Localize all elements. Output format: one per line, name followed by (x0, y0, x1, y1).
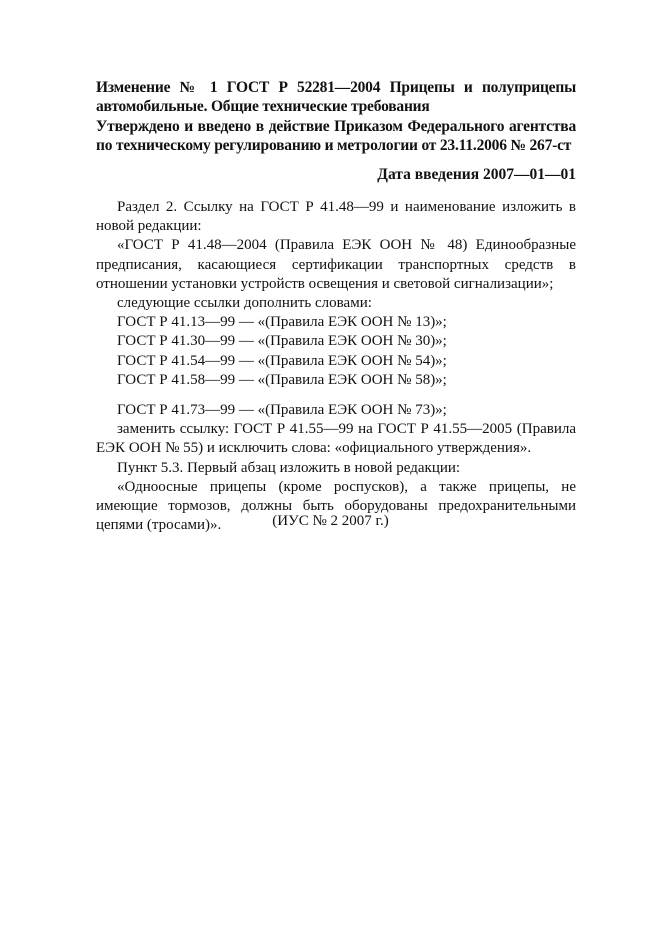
document-body (96, 198, 576, 535)
ius-reference: (ИУС № 2 2007 г.) (272, 513, 389, 529)
reference-line: ГОСТ Р 41.13—99 — «(Правила ЕЭК ООН № 13)»; (117, 314, 447, 331)
spacer (96, 390, 576, 401)
amendment-title: Изменение № 1 ГОСТ Р 52281—2004 Прицепы и полуприцепы автомобильные. Общие технические требования (96, 79, 576, 115)
item-intro: Пункт 5.3. Первый абзац изложить в новой редакции: (117, 459, 461, 476)
effective-date: Дата введения 2007—01—01 (377, 166, 576, 183)
new-reference-text: «ГОСТ Р 41.48—2004 (Правила ЕЭК ООН № 48) Единообразные предписания, касающиеся сертификации транспортных средств в отношении установки устройств освещения и световой сигнализации»; (96, 237, 576, 292)
supplement-intro: следующие ссылки дополнить словами: (117, 295, 372, 312)
approval-statement: Утверждено и введено в действие Приказом Федерального агентства по техническому регулированию и метрологии от 23.11.2006 № 267-ст (96, 118, 576, 154)
replace-reference-text: заменить ссылку: ГОСТ Р 41.55—99 на ГОСТ Р 41.55—2005 (Правила ЕЭК ООН № 55) и исключить слова: «официального утверждения». (96, 421, 576, 457)
reference-line: ГОСТ Р 41.30—99 — «(Правила ЕЭК ООН № 30)»; (117, 333, 447, 350)
reference-line: ГОСТ Р 41.58—99 — «(Правила ЕЭК ООН № 58)»; (117, 371, 447, 388)
reference-line: ГОСТ Р 41.73—99 — «(Правила ЕЭК ООН № 73)»; (117, 402, 447, 419)
reference-line: ГОСТ Р 41.54—99 — «(Правила ЕЭК ООН № 54)»; (117, 352, 447, 369)
section-intro: Раздел 2. Ссылку на ГОСТ Р 41.48—99 и наименование изложить в новой редакции: (96, 199, 576, 235)
item-text: «Одноосные прицепы (кроме роспусков), а также прицепы, не имеющие тормозов, должны быть оборудованы предохранительными цепями (тросами)». (96, 478, 576, 534)
